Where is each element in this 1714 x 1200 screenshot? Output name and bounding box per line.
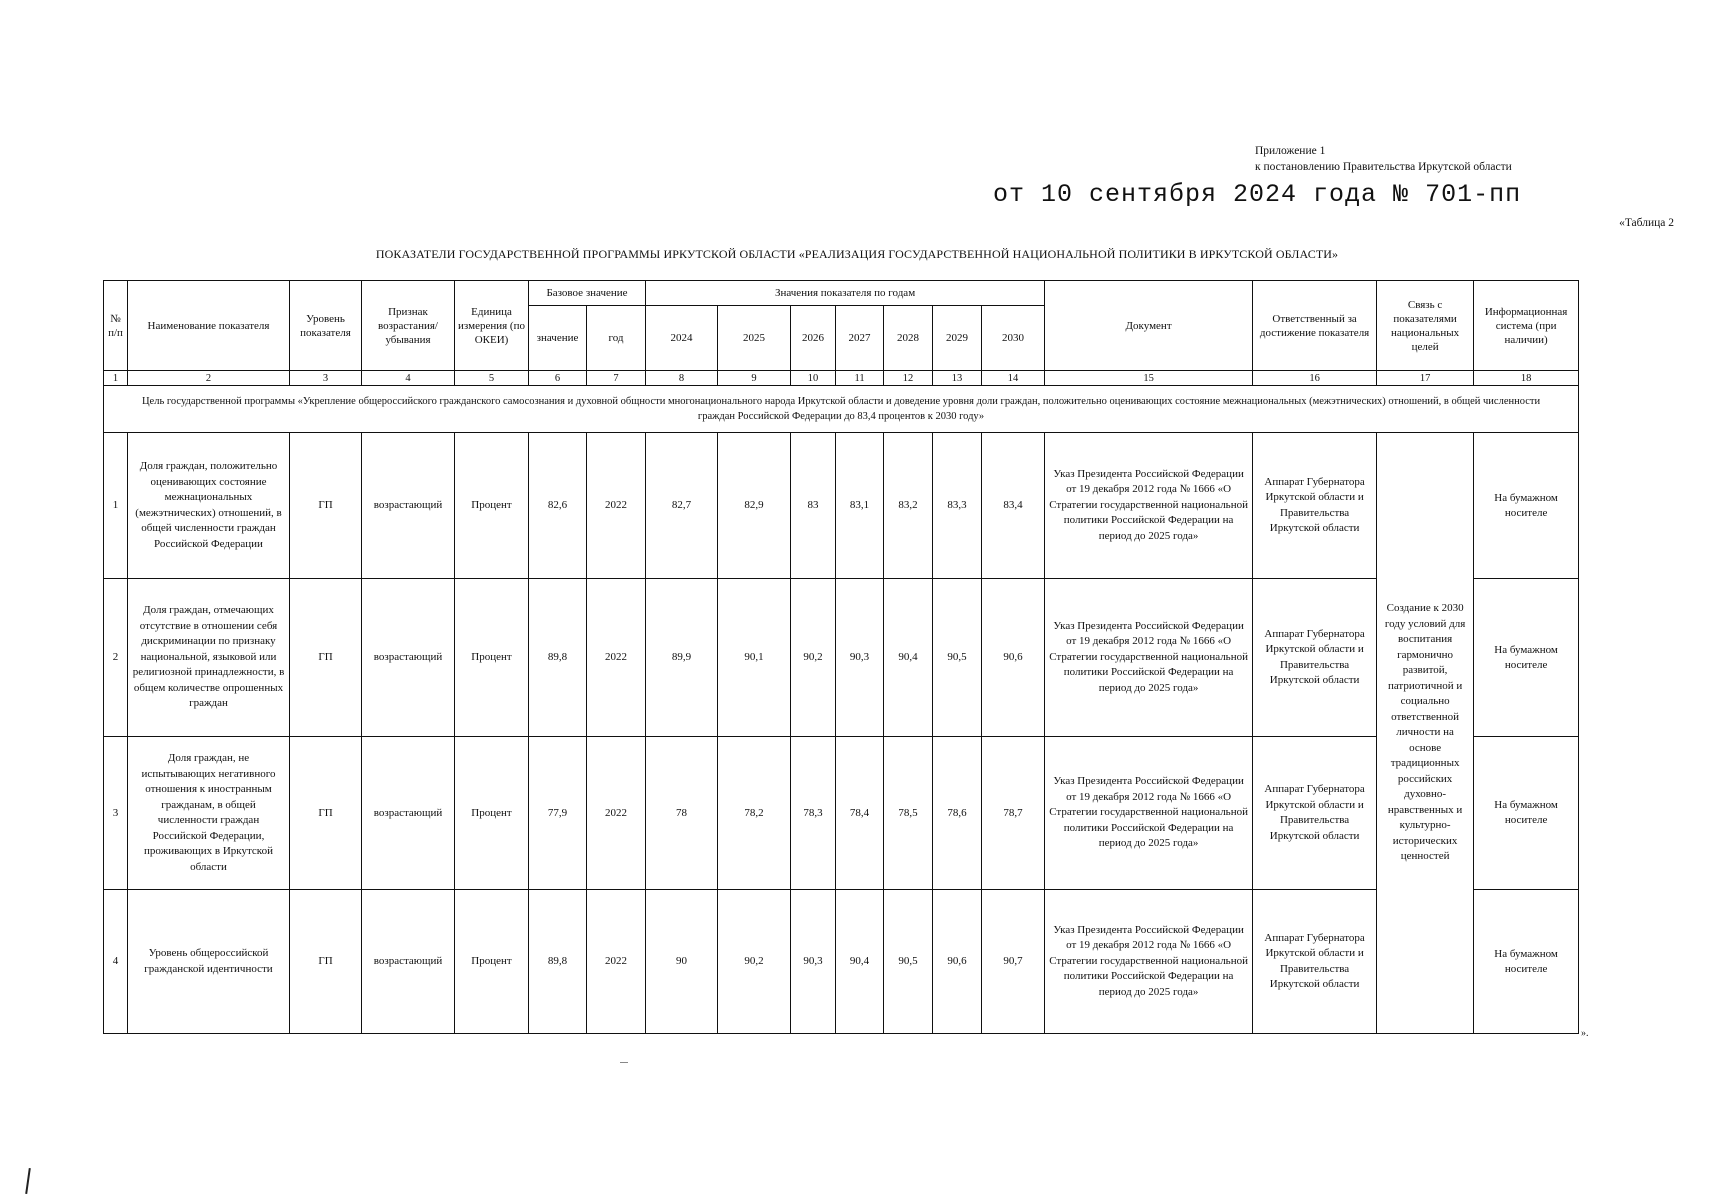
- indicator-name: Уровень общероссийской гражданской идентичности: [128, 890, 290, 1034]
- indicator-unit: Процент: [455, 890, 529, 1034]
- col-header-year: 2030: [982, 306, 1045, 371]
- indicator-unit: Процент: [455, 737, 529, 890]
- responsible-cell: Аппарат Губернатора Иркутской области и Правительства Иркутской области: [1253, 433, 1377, 579]
- row-num: 3: [104, 737, 128, 890]
- col-header-level: Уровень показателя: [290, 281, 362, 371]
- year-value: 90: [646, 890, 718, 1034]
- column-number: 13: [933, 371, 982, 386]
- col-header-year: 2029: [933, 306, 982, 371]
- indicator-level: ГП: [290, 579, 362, 737]
- info-system: На бумажном носителе: [1474, 737, 1579, 890]
- year-value: 90,7: [982, 890, 1045, 1034]
- responsible-cell: Аппарат Губернатора Иркутской области и Правительства Иркутской области: [1253, 890, 1377, 1034]
- year-value: 78,7: [982, 737, 1045, 890]
- year-value: 83,2: [884, 433, 933, 579]
- info-system: На бумажном носителе: [1474, 579, 1579, 737]
- year-value: 90,4: [884, 579, 933, 737]
- indicator-unit: Процент: [455, 579, 529, 737]
- column-number: 5: [455, 371, 529, 386]
- base-year: 2022: [587, 433, 646, 579]
- row-num: 2: [104, 579, 128, 737]
- document-title: ПОКАЗАТЕЛИ ГОСУДАРСТВЕННОЙ ПРОГРАММЫ ИРКУТСКОЙ ОБЛАСТИ «РЕАЛИЗАЦИЯ ГОСУДАРСТВЕННОЙ НАЦИОНАЛЬНОЙ ПОЛИТИКИ В ИРКУТСКОЙ ОБЛАСТИ»: [375, 247, 1339, 261]
- indicator-name: Доля граждан, положительно оценивающих состояние межнациональных (межэтнических) отношений, в общей численности граждан Российской Федерации: [128, 433, 290, 579]
- year-value: 78,5: [884, 737, 933, 890]
- indicator-sign: возрастающий: [362, 890, 455, 1034]
- year-value: 78,2: [718, 737, 791, 890]
- table-row: [104, 433, 1579, 579]
- column-number: 1: [104, 371, 128, 386]
- year-value: 82,7: [646, 433, 718, 579]
- indicator-sign: возрастающий: [362, 579, 455, 737]
- col-header-year: 2025: [718, 306, 791, 371]
- table-row: [104, 890, 1579, 1034]
- year-value: 83,4: [982, 433, 1045, 579]
- col-header-responsible: Ответственный за достижение показателя: [1253, 281, 1377, 371]
- indicator-unit: Процент: [455, 433, 529, 579]
- col-header-years-group: Значения показателя по годам: [646, 281, 1045, 306]
- document-cell: Указ Президента Российской Федерации от 19 декабря 2012 года № 1666 «О Стратегии государственной национальной политики Российской Федерации на период до 2025 года»: [1045, 579, 1253, 737]
- base-value: 77,9: [529, 737, 587, 890]
- col-header-system: Информационная система (при наличии): [1474, 281, 1579, 371]
- col-header-sign: Признак возрастания/ убывания: [362, 281, 455, 371]
- indicator-level: ГП: [290, 737, 362, 890]
- year-value: 83,3: [933, 433, 982, 579]
- year-value: 89,9: [646, 579, 718, 737]
- column-number: 3: [290, 371, 362, 386]
- col-header-name: Наименование показателя: [128, 281, 290, 371]
- table-row: [104, 737, 1579, 890]
- decree-reference: от 10 сентября 2024 года № 701-пп: [993, 180, 1522, 209]
- header-row-top: [104, 281, 1579, 306]
- appendix-note: [1255, 143, 1512, 175]
- base-value: 82,6: [529, 433, 587, 579]
- col-header-link: Связь с показателями национальных целей: [1377, 281, 1474, 371]
- base-year: 2022: [587, 890, 646, 1034]
- appendix-line-2: к постановлению Правительства Иркутской области: [1255, 161, 1512, 173]
- table-reference: «Таблица 2: [1619, 217, 1674, 229]
- year-value: 90,6: [933, 890, 982, 1034]
- column-number: 10: [791, 371, 836, 386]
- col-header-document: Документ: [1045, 281, 1253, 371]
- appendix-line-1: Приложение 1: [1255, 145, 1326, 157]
- responsible-cell: Аппарат Губернатора Иркутской области и Правительства Иркутской области: [1253, 579, 1377, 737]
- col-header-year: 2027: [836, 306, 884, 371]
- year-value: 78,4: [836, 737, 884, 890]
- base-year: 2022: [587, 579, 646, 737]
- info-system: На бумажном носителе: [1474, 890, 1579, 1034]
- column-number: 18: [1474, 371, 1579, 386]
- indicator-level: ГП: [290, 890, 362, 1034]
- column-number: 8: [646, 371, 718, 386]
- year-value: 90,1: [718, 579, 791, 737]
- responsible-cell: Аппарат Губернатора Иркутской области и Правительства Иркутской области: [1253, 737, 1377, 890]
- closing-quote-mark: ».: [1581, 1028, 1589, 1039]
- column-number: 14: [982, 371, 1045, 386]
- year-value: 90,5: [884, 890, 933, 1034]
- base-value: 89,8: [529, 579, 587, 737]
- col-header-base-value: значение: [529, 306, 587, 371]
- base-year: 2022: [587, 737, 646, 890]
- col-header-unit: Единица измерения (по ОКЕИ): [455, 281, 529, 371]
- column-number: 17: [1377, 371, 1474, 386]
- document-cell: Указ Президента Российской Федерации от 19 декабря 2012 года № 1666 «О Стратегии государственной национальной политики Российской Федерации на период до 2025 года»: [1045, 433, 1253, 579]
- year-value: 78,6: [933, 737, 982, 890]
- year-value: 78: [646, 737, 718, 890]
- year-value: 90,6: [982, 579, 1045, 737]
- column-number: 15: [1045, 371, 1253, 386]
- indicator-name: Доля граждан, не испытывающих негативного отношения к иностранным гражданам, в общей численности граждан Российской Федерации, проживающих в Иркутской области: [128, 737, 290, 890]
- national-goal-link: Создание к 2030 году условий для воспитания гармонично развитой, патриотичной и социально ответственной личности на основе традиционных российских духовно-нравственных и культурно-исторических ценностей: [1377, 433, 1474, 1034]
- row-num: 4: [104, 890, 128, 1034]
- col-header-num: № п/п: [104, 281, 128, 371]
- year-value: 83,1: [836, 433, 884, 579]
- document-cell: Указ Президента Российской Федерации от 19 декабря 2012 года № 1666 «О Стратегии государственной национальной политики Российской Федерации на период до 2025 года»: [1045, 890, 1253, 1034]
- goal-row: [104, 386, 1579, 433]
- indicator-level: ГП: [290, 433, 362, 579]
- year-value: 82,9: [718, 433, 791, 579]
- table-row: [104, 579, 1579, 737]
- document-cell: Указ Президента Российской Федерации от 19 декабря 2012 года № 1666 «О Стратегии государственной национальной политики Российской Федерации на период до 2025 года»: [1045, 737, 1253, 890]
- indicator-sign: возрастающий: [362, 433, 455, 579]
- year-value: 90,4: [836, 890, 884, 1034]
- row-num: 1: [104, 433, 128, 579]
- year-value: 83: [791, 433, 836, 579]
- year-value: 78,3: [791, 737, 836, 890]
- program-goal: Цель государственной программы «Укрепление общероссийского гражданского самосознания и духовной общности многонационального народа Иркутской области и доведение уровня доли граждан, положительно оценивающих состояние межнациональных (межэтнических) отношений, в общей численности граждан Российской Федерации до 83,4 процентов к 2030 году»: [104, 386, 1579, 433]
- column-number: 11: [836, 371, 884, 386]
- column-number: 9: [718, 371, 791, 386]
- year-value: 90,2: [718, 890, 791, 1034]
- indicator-name: Доля граждан, отмечающих отсутствие в отношении себя дискриминации по признаку национальной, языковой или религиозной принадлежности, в общем количестве опрошенных граждан: [128, 579, 290, 737]
- col-header-year: 2028: [884, 306, 933, 371]
- column-number: 6: [529, 371, 587, 386]
- col-header-year: 2024: [646, 306, 718, 371]
- margin-pen-mark: [25, 1168, 31, 1194]
- base-value: 89,8: [529, 890, 587, 1034]
- column-number: 7: [587, 371, 646, 386]
- col-header-year: 2026: [791, 306, 836, 371]
- column-number: 2: [128, 371, 290, 386]
- column-number: 4: [362, 371, 455, 386]
- year-value: 90,3: [836, 579, 884, 737]
- col-header-base: Базовое значение: [529, 281, 646, 306]
- column-number-row: [104, 371, 1579, 386]
- year-value: 90,2: [791, 579, 836, 737]
- col-header-base-year: год: [587, 306, 646, 371]
- column-number: 16: [1253, 371, 1377, 386]
- indicator-sign: возрастающий: [362, 737, 455, 890]
- info-system: На бумажном носителе: [1474, 433, 1579, 579]
- column-number: 12: [884, 371, 933, 386]
- year-value: 90,3: [791, 890, 836, 1034]
- scan-speck: [620, 1062, 628, 1063]
- year-value: 90,5: [933, 579, 982, 737]
- indicators-table: [103, 280, 1579, 1034]
